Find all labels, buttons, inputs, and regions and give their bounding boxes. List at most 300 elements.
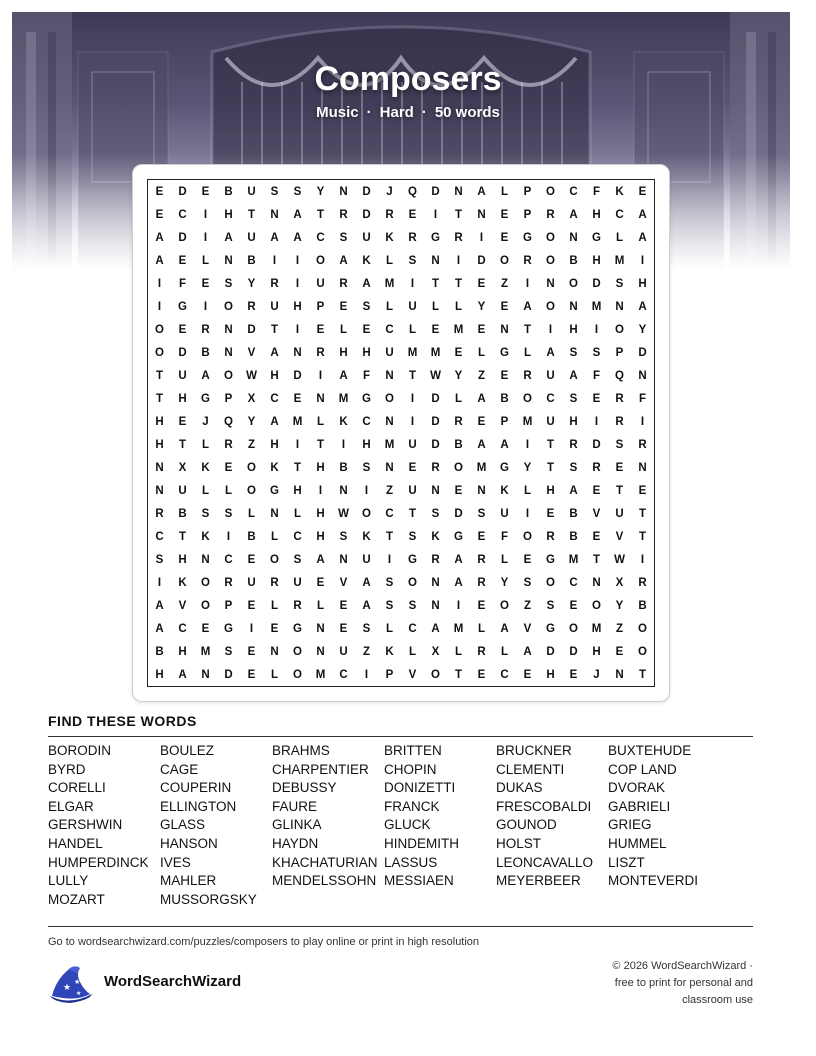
grid-cell[interactable]: R xyxy=(615,392,624,405)
grid-cell[interactable]: S xyxy=(339,530,348,543)
grid-cell[interactable]: U xyxy=(339,645,348,658)
grid-cell[interactable]: U xyxy=(408,484,417,497)
grid-cell[interactable]: X xyxy=(615,576,624,589)
grid-cell[interactable]: W xyxy=(246,369,257,382)
grid-cell[interactable]: I xyxy=(157,277,162,290)
grid-cell[interactable]: L xyxy=(408,323,417,336)
grid-cell[interactable]: H xyxy=(592,208,601,221)
grid-cell[interactable]: I xyxy=(364,668,369,681)
grid-cell[interactable]: L xyxy=(201,254,210,267)
grid-cell[interactable]: N xyxy=(477,208,486,221)
grid-cell[interactable]: P xyxy=(500,415,509,428)
grid-cell[interactable]: L xyxy=(201,484,210,497)
grid-cell[interactable]: S xyxy=(477,507,486,520)
grid-cell[interactable]: L xyxy=(385,622,394,635)
grid-cell[interactable]: N xyxy=(316,622,325,635)
grid-cell[interactable]: K xyxy=(500,484,509,497)
grid-cell[interactable]: D xyxy=(592,277,601,290)
grid-cell[interactable]: E xyxy=(592,392,601,405)
grid-cell[interactable]: G xyxy=(201,392,210,405)
grid-cell[interactable]: L xyxy=(523,346,532,359)
grid-cell[interactable]: I xyxy=(433,208,438,221)
grid-cell[interactable]: V xyxy=(615,530,624,543)
grid-cell[interactable]: H xyxy=(569,415,578,428)
grid-cell[interactable]: D xyxy=(362,185,371,198)
grid-cell[interactable]: A xyxy=(546,346,555,359)
grid-cell[interactable]: G xyxy=(500,461,509,474)
grid-cell[interactable]: U xyxy=(247,231,256,244)
grid-cell[interactable]: Z xyxy=(615,622,624,635)
grid-cell[interactable]: G xyxy=(270,484,279,497)
grid-cell[interactable]: T xyxy=(592,553,601,566)
grid-cell[interactable]: E xyxy=(178,415,187,428)
grid-cell[interactable]: C xyxy=(362,415,371,428)
grid-cell[interactable]: A xyxy=(477,392,486,405)
grid-cell[interactable]: L xyxy=(270,599,279,612)
grid-cell[interactable]: I xyxy=(295,323,300,336)
grid-cell[interactable]: J xyxy=(386,185,393,198)
grid-cell[interactable]: I xyxy=(525,277,530,290)
grid-cell[interactable]: O xyxy=(546,576,555,589)
grid-cell[interactable]: F xyxy=(178,277,187,290)
grid-cell[interactable]: I xyxy=(341,438,346,451)
grid-cell[interactable]: C xyxy=(293,530,302,543)
grid-cell[interactable]: X xyxy=(247,392,256,405)
grid-cell[interactable]: L xyxy=(454,392,463,405)
grid-cell[interactable]: K xyxy=(362,254,371,267)
grid-cell[interactable]: A xyxy=(500,438,509,451)
grid-cell[interactable]: O xyxy=(385,392,394,405)
grid-cell[interactable]: B xyxy=(500,392,509,405)
grid-cell[interactable]: I xyxy=(249,622,254,635)
grid-cell[interactable]: S xyxy=(431,507,440,520)
grid-cell[interactable]: L xyxy=(385,300,394,313)
grid-cell[interactable]: D xyxy=(546,645,555,658)
grid-cell[interactable]: H xyxy=(592,645,601,658)
grid-cell[interactable]: S xyxy=(408,599,417,612)
grid-cell[interactable]: T xyxy=(178,438,187,451)
grid-cell[interactable]: C xyxy=(270,392,279,405)
grid-cell[interactable]: K xyxy=(339,415,348,428)
grid-cell[interactable]: A xyxy=(293,208,302,221)
grid-cell[interactable]: V xyxy=(339,576,348,589)
grid-cell[interactable]: E xyxy=(408,461,417,474)
grid-cell[interactable]: M xyxy=(315,668,326,681)
grid-cell[interactable]: L xyxy=(454,300,463,313)
grid-cell[interactable]: K xyxy=(270,461,279,474)
grid-cell[interactable]: L xyxy=(316,415,325,428)
grid-cell[interactable]: T xyxy=(615,484,624,497)
grid-cell[interactable]: K xyxy=(385,231,394,244)
grid-cell[interactable]: T xyxy=(638,668,647,681)
grid-cell[interactable]: Y xyxy=(477,300,486,313)
grid-cell[interactable]: Y xyxy=(615,599,624,612)
grid-cell[interactable]: W xyxy=(338,507,349,520)
grid-cell[interactable]: S xyxy=(293,185,302,198)
grid-cell[interactable]: A xyxy=(270,231,279,244)
grid-cell[interactable]: I xyxy=(456,599,461,612)
grid-cell[interactable]: N xyxy=(224,346,233,359)
grid-cell[interactable]: D xyxy=(362,208,371,221)
grid-cell[interactable]: L xyxy=(431,300,440,313)
grid-cell[interactable]: P xyxy=(316,300,325,313)
grid-cell[interactable]: R xyxy=(523,369,532,382)
grid-cell[interactable]: L xyxy=(224,484,233,497)
grid-cell[interactable]: K xyxy=(201,530,210,543)
grid-cell[interactable]: L xyxy=(270,530,279,543)
grid-cell[interactable]: K xyxy=(362,530,371,543)
grid-cell[interactable]: N xyxy=(615,668,624,681)
grid-cell[interactable]: F xyxy=(592,185,601,198)
grid-cell[interactable]: R xyxy=(454,231,463,244)
grid-cell[interactable]: O xyxy=(293,645,302,658)
grid-cell[interactable]: H xyxy=(155,438,164,451)
grid-cell[interactable]: A xyxy=(155,599,164,612)
grid-cell[interactable]: N xyxy=(638,369,647,382)
grid-cell[interactable]: M xyxy=(453,323,464,336)
grid-cell[interactable]: O xyxy=(408,576,417,589)
grid-cell[interactable]: M xyxy=(430,346,441,359)
grid-cell[interactable]: S xyxy=(592,346,601,359)
grid-cell[interactable]: R xyxy=(201,323,210,336)
grid-cell[interactable]: S xyxy=(569,346,578,359)
grid-cell[interactable]: O xyxy=(500,599,509,612)
grid-cell[interactable]: P xyxy=(615,346,624,359)
grid-cell[interactable]: U xyxy=(500,507,509,520)
grid-cell[interactable]: U xyxy=(546,369,555,382)
grid-cell[interactable]: E xyxy=(569,668,578,681)
grid-cell[interactable]: E xyxy=(477,277,486,290)
grid-cell[interactable]: S xyxy=(293,553,302,566)
grid-cell[interactable]: R xyxy=(316,346,325,359)
grid-cell[interactable]: G xyxy=(592,231,601,244)
grid-cell[interactable]: C xyxy=(569,185,578,198)
grid-cell[interactable]: L xyxy=(500,645,509,658)
grid-cell[interactable]: B xyxy=(247,530,256,543)
grid-cell[interactable]: N xyxy=(155,461,164,474)
grid-cell[interactable]: H xyxy=(316,530,325,543)
grid-cell[interactable]: R xyxy=(523,254,532,267)
grid-cell[interactable]: R xyxy=(293,599,302,612)
grid-cell[interactable]: L xyxy=(500,553,509,566)
grid-cell[interactable]: K xyxy=(615,185,624,198)
grid-cell[interactable]: H xyxy=(339,346,348,359)
grid-cell[interactable]: L xyxy=(615,231,624,244)
grid-cell[interactable]: H xyxy=(362,438,371,451)
grid-cell[interactable]: N xyxy=(477,484,486,497)
grid-cell[interactable]: I xyxy=(387,553,392,566)
grid-cell[interactable]: E xyxy=(339,300,348,313)
grid-cell[interactable]: E xyxy=(569,599,578,612)
grid-cell[interactable]: O xyxy=(155,323,164,336)
grid-cell[interactable]: H xyxy=(546,484,555,497)
grid-cell[interactable]: H xyxy=(569,323,578,336)
grid-cell[interactable]: D xyxy=(477,254,486,267)
grid-cell[interactable]: A xyxy=(362,277,371,290)
grid-cell[interactable]: H xyxy=(178,553,187,566)
grid-cell[interactable]: N xyxy=(339,484,348,497)
grid-cell[interactable]: N xyxy=(293,346,302,359)
grid-cell[interactable]: D xyxy=(293,369,302,382)
grid-cell[interactable]: B xyxy=(224,185,233,198)
grid-cell[interactable]: S xyxy=(339,231,348,244)
grid-cell[interactable]: I xyxy=(594,323,599,336)
grid-cell[interactable]: M xyxy=(591,622,602,635)
grid-cell[interactable]: G xyxy=(546,622,555,635)
grid-cell[interactable]: I xyxy=(479,231,484,244)
grid-cell[interactable]: Y xyxy=(316,185,325,198)
grid-cell[interactable]: H xyxy=(293,300,302,313)
grid-cell[interactable]: I xyxy=(203,231,208,244)
grid-cell[interactable]: S xyxy=(224,645,233,658)
grid-cell[interactable]: G xyxy=(362,392,371,405)
grid-cell[interactable]: T xyxy=(523,323,532,336)
grid-cell[interactable]: E xyxy=(155,208,164,221)
grid-cell[interactable]: S xyxy=(155,553,164,566)
grid-cell[interactable]: E xyxy=(638,185,647,198)
grid-cell[interactable]: V xyxy=(408,668,417,681)
grid-cell[interactable]: C xyxy=(178,208,187,221)
grid-cell[interactable]: D xyxy=(431,415,440,428)
grid-cell[interactable]: S xyxy=(408,254,417,267)
grid-cell[interactable]: S xyxy=(408,530,417,543)
grid-cell[interactable]: E xyxy=(178,323,187,336)
grid-cell[interactable]: E xyxy=(178,254,187,267)
grid-cell[interactable]: Y xyxy=(454,369,463,382)
grid-cell[interactable]: A xyxy=(569,484,578,497)
grid-cell[interactable]: O xyxy=(247,484,256,497)
grid-cell[interactable]: O xyxy=(270,553,279,566)
grid-cell[interactable]: W xyxy=(614,553,625,566)
play-online-link-text[interactable]: Go to wordsearchwizard.com/puzzles/composers to play online or print in high resolution xyxy=(48,936,480,948)
grid-cell[interactable]: Z xyxy=(362,645,371,658)
grid-cell[interactable]: M xyxy=(384,277,395,290)
grid-cell[interactable]: R xyxy=(615,415,624,428)
grid-cell[interactable]: S xyxy=(362,622,371,635)
grid-cell[interactable]: B xyxy=(178,507,187,520)
grid-cell[interactable]: F xyxy=(638,392,647,405)
grid-cell[interactable]: N xyxy=(270,645,279,658)
grid-cell[interactable]: H xyxy=(270,369,279,382)
grid-cell[interactable]: O xyxy=(638,645,647,658)
grid-cell[interactable]: E xyxy=(615,645,624,658)
grid-cell[interactable]: C xyxy=(155,530,164,543)
grid-cell[interactable]: N xyxy=(569,231,578,244)
grid-cell[interactable]: E xyxy=(592,484,601,497)
grid-cell[interactable]: T xyxy=(385,530,394,543)
grid-cell[interactable]: Q xyxy=(408,185,417,198)
grid-cell[interactable]: O xyxy=(316,254,325,267)
grid-cell[interactable]: C xyxy=(500,668,509,681)
grid-cell[interactable]: C xyxy=(546,392,555,405)
grid-cell[interactable]: T xyxy=(431,277,440,290)
grid-cell[interactable]: E xyxy=(454,484,463,497)
grid-cell[interactable]: B xyxy=(155,645,164,658)
grid-cell[interactable]: B xyxy=(569,530,578,543)
grid-cell[interactable]: E xyxy=(592,530,601,543)
grid-cell[interactable]: G xyxy=(523,231,532,244)
grid-cell[interactable]: R xyxy=(477,553,486,566)
grid-cell[interactable]: B xyxy=(201,346,210,359)
grid-cell[interactable]: H xyxy=(155,668,164,681)
grid-cell[interactable]: T xyxy=(155,369,164,382)
grid-cell[interactable]: R xyxy=(224,438,233,451)
grid-cell[interactable]: A xyxy=(293,231,302,244)
grid-cell[interactable]: H xyxy=(316,507,325,520)
grid-cell[interactable]: A xyxy=(431,622,440,635)
grid-cell[interactable]: U xyxy=(178,484,187,497)
grid-cell[interactable]: A xyxy=(638,208,647,221)
grid-cell[interactable]: E xyxy=(339,599,348,612)
grid-cell[interactable]: G xyxy=(431,231,440,244)
grid-cell[interactable]: D xyxy=(178,346,187,359)
grid-cell[interactable]: E xyxy=(523,668,532,681)
grid-cell[interactable]: I xyxy=(640,415,645,428)
grid-cell[interactable]: S xyxy=(569,392,578,405)
grid-cell[interactable]: K xyxy=(385,645,394,658)
grid-cell[interactable]: S xyxy=(615,277,624,290)
grid-cell[interactable]: C xyxy=(569,576,578,589)
grid-cell[interactable]: B xyxy=(569,254,578,267)
grid-cell[interactable]: R xyxy=(431,461,440,474)
grid-cell[interactable]: C xyxy=(408,622,417,635)
grid-cell[interactable]: O xyxy=(569,622,578,635)
grid-cell[interactable]: S xyxy=(569,461,578,474)
grid-cell[interactable]: U xyxy=(408,300,417,313)
grid-cell[interactable]: O xyxy=(362,507,371,520)
grid-cell[interactable]: L xyxy=(523,484,532,497)
grid-cell[interactable]: I xyxy=(318,484,323,497)
grid-cell[interactable]: A xyxy=(500,622,509,635)
grid-cell[interactable]: N xyxy=(224,323,233,336)
grid-cell[interactable]: A xyxy=(569,208,578,221)
grid-cell[interactable]: Y xyxy=(247,415,256,428)
grid-cell[interactable]: A xyxy=(523,645,532,658)
grid-cell[interactable]: E xyxy=(477,599,486,612)
grid-cell[interactable]: E xyxy=(523,553,532,566)
grid-cell[interactable]: E xyxy=(224,461,233,474)
grid-cell[interactable]: B xyxy=(247,254,256,267)
grid-cell[interactable]: T xyxy=(247,208,256,221)
grid-cell[interactable]: L xyxy=(454,645,463,658)
grid-cell[interactable]: H xyxy=(155,415,164,428)
grid-cell[interactable]: E xyxy=(638,484,647,497)
grid-cell[interactable]: Q xyxy=(224,415,233,428)
grid-cell[interactable]: N xyxy=(546,277,555,290)
grid-cell[interactable]: E xyxy=(431,323,440,336)
grid-cell[interactable]: N xyxy=(316,392,325,405)
grid-cell[interactable]: C xyxy=(178,622,187,635)
grid-cell[interactable]: H xyxy=(224,208,233,221)
grid-cell[interactable]: A xyxy=(477,438,486,451)
grid-cell[interactable]: Y xyxy=(500,576,509,589)
grid-cell[interactable]: K xyxy=(178,576,187,589)
grid-cell[interactable]: N xyxy=(316,645,325,658)
grid-cell[interactable]: I xyxy=(272,254,277,267)
grid-cell[interactable]: T xyxy=(638,530,647,543)
grid-cell[interactable]: U xyxy=(247,576,256,589)
grid-cell[interactable]: I xyxy=(318,369,323,382)
grid-cell[interactable]: O xyxy=(546,185,555,198)
grid-cell[interactable]: A xyxy=(270,346,279,359)
grid-cell[interactable]: E xyxy=(201,185,210,198)
grid-cell[interactable]: Y xyxy=(523,461,532,474)
grid-cell[interactable]: R xyxy=(339,277,348,290)
grid-cell[interactable]: F xyxy=(500,530,509,543)
grid-cell[interactable]: E xyxy=(362,323,371,336)
grid-cell[interactable]: O xyxy=(569,277,578,290)
grid-cell[interactable]: N xyxy=(615,300,624,313)
grid-cell[interactable]: N xyxy=(155,484,164,497)
grid-cell[interactable]: O xyxy=(431,668,440,681)
grid-cell[interactable]: E xyxy=(615,461,624,474)
grid-cell[interactable]: L xyxy=(339,323,348,336)
grid-cell[interactable]: O xyxy=(224,300,233,313)
grid-cell[interactable]: J xyxy=(202,415,209,428)
grid-cell[interactable]: S xyxy=(224,277,233,290)
grid-cell[interactable]: U xyxy=(270,300,279,313)
grid-cell[interactable]: B xyxy=(638,599,647,612)
grid-cell[interactable]: M xyxy=(476,461,487,474)
grid-cell[interactable]: S xyxy=(201,507,210,520)
grid-cell[interactable]: D xyxy=(178,231,187,244)
grid-cell[interactable]: E xyxy=(500,369,509,382)
grid-cell[interactable]: A xyxy=(155,622,164,635)
grid-cell[interactable]: R xyxy=(339,208,348,221)
grid-cell[interactable]: T xyxy=(638,507,647,520)
grid-cell[interactable]: E xyxy=(293,392,302,405)
grid-cell[interactable]: A xyxy=(270,415,279,428)
grid-cell[interactable]: E xyxy=(477,668,486,681)
grid-cell[interactable]: N xyxy=(638,461,647,474)
grid-cell[interactable]: U xyxy=(316,277,325,290)
grid-cell[interactable]: I xyxy=(226,530,231,543)
grid-cell[interactable]: T xyxy=(155,392,164,405)
grid-cell[interactable]: T xyxy=(293,461,302,474)
grid-cell[interactable]: N xyxy=(270,208,279,221)
grid-cell[interactable]: I xyxy=(295,438,300,451)
grid-cell[interactable]: U xyxy=(293,576,302,589)
grid-cell[interactable]: R xyxy=(431,553,440,566)
grid-cell[interactable]: S xyxy=(362,461,371,474)
grid-cell[interactable]: R xyxy=(270,576,279,589)
grid-cell[interactable]: E xyxy=(477,530,486,543)
grid-cell[interactable]: E xyxy=(155,185,164,198)
grid-cell[interactable]: G xyxy=(224,622,233,635)
grid-cell[interactable]: I xyxy=(640,254,645,267)
grid-cell[interactable]: P xyxy=(385,668,394,681)
grid-cell[interactable]: A xyxy=(224,231,233,244)
grid-cell[interactable]: G xyxy=(500,346,509,359)
grid-cell[interactable]: R xyxy=(477,576,486,589)
grid-cell[interactable]: W xyxy=(430,369,441,382)
grid-cell[interactable]: I xyxy=(203,208,208,221)
grid-cell[interactable]: I xyxy=(295,277,300,290)
grid-cell[interactable]: O xyxy=(592,599,601,612)
grid-cell[interactable]: Z xyxy=(247,438,256,451)
grid-cell[interactable]: M xyxy=(384,438,395,451)
grid-cell[interactable]: I xyxy=(410,277,415,290)
grid-cell[interactable]: A xyxy=(155,231,164,244)
grid-cell[interactable]: N xyxy=(431,599,440,612)
grid-cell[interactable]: L xyxy=(408,645,417,658)
grid-cell[interactable]: E xyxy=(454,346,463,359)
grid-cell[interactable]: T xyxy=(178,530,187,543)
grid-cell[interactable]: T xyxy=(408,369,417,382)
grid-cell[interactable]: D xyxy=(638,346,647,359)
grid-cell[interactable]: R xyxy=(224,576,233,589)
grid-cell[interactable]: N xyxy=(339,185,348,198)
